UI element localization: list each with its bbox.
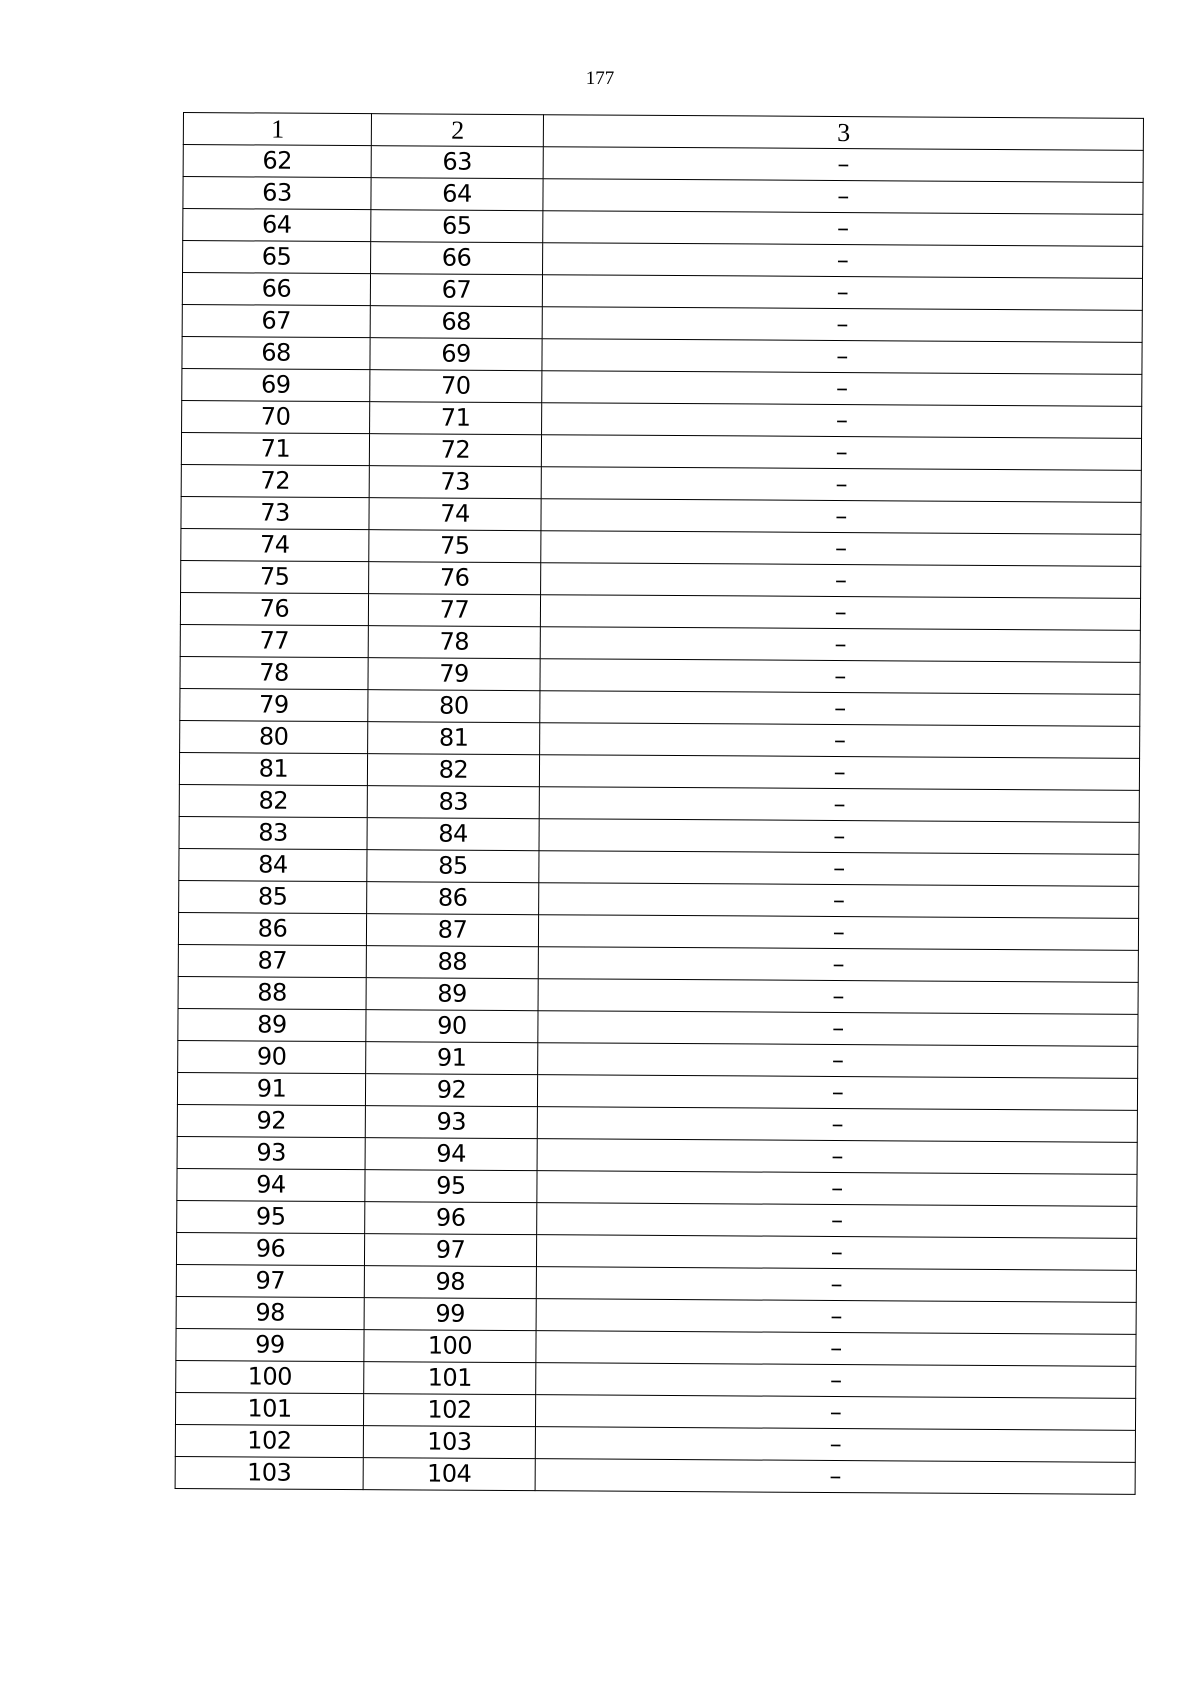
table-cell-col-3: –: [543, 179, 1143, 215]
table-cell-col-1: 63: [183, 177, 371, 210]
table-row: [175, 1456, 1135, 1494]
table-cell-col-3: –: [542, 371, 1142, 407]
table-cell-col-3: –: [539, 755, 1139, 791]
table-cell-col-2: 103: [363, 1426, 535, 1459]
table-cell-col-1: 65: [183, 241, 371, 274]
table-cell-col-2: 72: [369, 434, 541, 467]
table-cell-col-1: 80: [180, 720, 368, 753]
data-table: [175, 112, 1144, 1495]
table-cell-col-1: 73: [181, 496, 369, 529]
table-cell-col-1: 93: [177, 1136, 365, 1169]
table-cell-col-3: –: [540, 723, 1140, 759]
table-cell-col-1: 85: [179, 880, 367, 913]
table-cell-col-2: 79: [368, 658, 540, 691]
table-cell-col-1: 69: [182, 368, 370, 401]
table-cell-col-2: 68: [370, 306, 542, 339]
table-cell-col-2: 74: [369, 498, 541, 531]
table-cell-col-3: –: [535, 1459, 1135, 1495]
table-cell-col-2: 69: [370, 338, 542, 371]
table-cell-col-3: –: [540, 627, 1140, 663]
table-cell-col-2: 76: [369, 562, 541, 595]
table-cell-col-3: –: [540, 691, 1140, 727]
table-cell-col-3: –: [542, 275, 1142, 311]
table-cell-col-3: –: [539, 819, 1139, 855]
table-cell-col-2: 93: [365, 1106, 537, 1139]
table-cell-col-3: –: [536, 1235, 1136, 1271]
table-cell-col-1: 89: [178, 1008, 366, 1041]
table-cell-col-2: 88: [366, 946, 538, 979]
table-cell-col-2: 83: [367, 786, 539, 819]
table-cell-col-1: 71: [181, 432, 369, 465]
table-cell-col-3: –: [537, 1171, 1137, 1207]
table-cell-col-1: 82: [179, 784, 367, 817]
table-cell-col-3: –: [538, 915, 1138, 951]
table-cell-col-2: 98: [364, 1266, 536, 1299]
table-cell-col-1: 102: [175, 1424, 363, 1457]
table-cell-col-1: 92: [177, 1104, 365, 1137]
column-header-1: 1: [183, 113, 371, 146]
table-cell-col-2: 75: [369, 530, 541, 563]
table-cell-col-3: –: [541, 435, 1141, 471]
table-cell-col-2: 77: [368, 594, 540, 627]
table-cell-col-3: –: [538, 1043, 1138, 1079]
table-cell-col-1: 103: [175, 1456, 363, 1489]
table-cell-col-3: –: [541, 563, 1141, 599]
table-cell-col-1: 75: [181, 560, 369, 593]
table-cell-col-2: 82: [367, 754, 539, 787]
table-cell-col-1: 96: [176, 1232, 364, 1265]
table-cell-col-3: –: [536, 1363, 1136, 1399]
table-cell-col-2: 104: [363, 1458, 535, 1491]
table-cell-col-3: –: [542, 403, 1142, 439]
table-cell-col-1: 88: [178, 976, 366, 1009]
table-cell-col-3: –: [537, 1139, 1137, 1175]
table-cell-col-3: –: [543, 243, 1143, 279]
table-cell-col-3: –: [535, 1395, 1135, 1431]
table-cell-col-2: 78: [368, 626, 540, 659]
table-cell-col-1: 86: [178, 912, 366, 945]
table-cell-col-3: –: [539, 787, 1139, 823]
table-cell-col-3: –: [535, 1427, 1135, 1463]
table-cell-col-3: –: [543, 211, 1143, 247]
table-cell-col-2: 94: [365, 1138, 537, 1171]
table-cell-col-2: 89: [366, 978, 538, 1011]
table-cell-col-2: 80: [368, 690, 540, 723]
column-header-3: 3: [543, 115, 1143, 151]
table-cell-col-3: –: [542, 339, 1142, 375]
table-cell-col-2: 71: [370, 402, 542, 435]
table-cell-col-2: 97: [364, 1234, 536, 1267]
table-cell-col-3: –: [537, 1075, 1137, 1111]
table-cell-col-3: –: [539, 883, 1139, 919]
table-cell-col-1: 98: [176, 1296, 364, 1329]
table-cell-col-1: 74: [181, 528, 369, 561]
table-cell-col-2: 87: [366, 914, 538, 947]
table-cell-col-3: –: [542, 307, 1142, 343]
table-cell-col-1: 76: [180, 592, 368, 625]
table-cell-col-3: –: [538, 947, 1138, 983]
table-cell-col-3: –: [541, 467, 1141, 503]
table-cell-col-3: –: [537, 1203, 1137, 1239]
table-cell-col-3: –: [541, 499, 1141, 535]
table-cell-col-3: –: [536, 1267, 1136, 1303]
table-cell-col-2: 70: [370, 370, 542, 403]
table-cell-col-1: 77: [180, 624, 368, 657]
table-cell-col-1: 84: [179, 848, 367, 881]
table-cell-col-1: 90: [178, 1040, 366, 1073]
table-cell-col-2: 99: [364, 1298, 536, 1331]
table-cell-col-1: 100: [176, 1360, 364, 1393]
table-cell-col-2: 90: [366, 1010, 538, 1043]
table-cell-col-2: 65: [371, 210, 543, 243]
table-cell-col-2: 84: [367, 818, 539, 851]
table-cell-col-1: 87: [178, 944, 366, 977]
table-cell-col-2: 96: [365, 1202, 537, 1235]
table-cell-col-2: 81: [368, 722, 540, 755]
table-cell-col-1: 68: [182, 336, 370, 369]
table-cell-col-1: 94: [177, 1168, 365, 1201]
table-cell-col-1: 67: [182, 304, 370, 337]
table-cell-col-3: –: [540, 659, 1140, 695]
table-cell-col-3: –: [537, 1107, 1137, 1143]
table-cell-col-1: 95: [177, 1200, 365, 1233]
page-number: 177: [585, 68, 615, 89]
table-cell-col-2: 92: [365, 1074, 537, 1107]
table-cell-col-2: 86: [367, 882, 539, 915]
table-cell-col-2: 64: [371, 178, 543, 211]
table-cell-col-1: 78: [180, 656, 368, 689]
table-cell-col-1: 66: [182, 273, 370, 306]
table-cell-col-3: –: [540, 595, 1140, 631]
table-cell-col-1: 79: [180, 688, 368, 721]
table-cell-col-1: 72: [181, 464, 369, 497]
table-cell-col-1: 64: [183, 209, 371, 242]
table-cell-col-2: 67: [370, 274, 542, 307]
table-cell-col-3: –: [536, 1331, 1136, 1367]
table-cell-col-3: –: [539, 851, 1139, 887]
table-cell-col-1: 62: [183, 145, 371, 178]
table-cell-col-2: 101: [364, 1362, 536, 1395]
table-cell-col-2: 95: [365, 1170, 537, 1203]
table-cell-col-3: –: [538, 1011, 1138, 1047]
table-cell-col-2: 66: [371, 242, 543, 275]
table-cell-col-1: 99: [176, 1328, 364, 1361]
table-cell-col-2: 85: [367, 850, 539, 883]
table-cell-col-3: –: [541, 531, 1141, 567]
table-cell-col-3: –: [543, 147, 1143, 183]
table-cell-col-2: 73: [369, 466, 541, 499]
table-body: [175, 145, 1143, 1495]
table-cell-col-3: –: [538, 979, 1138, 1015]
table-cell-col-1: 97: [176, 1264, 364, 1297]
table-cell-col-1: 91: [177, 1072, 365, 1105]
table-cell-col-2: 100: [364, 1330, 536, 1363]
table-cell-col-2: 91: [366, 1042, 538, 1075]
table-cell-col-1: 101: [175, 1392, 363, 1425]
table-cell-col-1: 70: [182, 400, 370, 433]
table-cell-col-2: 102: [363, 1394, 535, 1427]
table-cell-col-3: –: [536, 1299, 1136, 1335]
table-cell-col-1: 81: [179, 752, 367, 785]
table-cell-col-1: 83: [179, 816, 367, 849]
table-cell-col-2: 63: [371, 146, 543, 179]
column-header-2: 2: [371, 114, 543, 147]
